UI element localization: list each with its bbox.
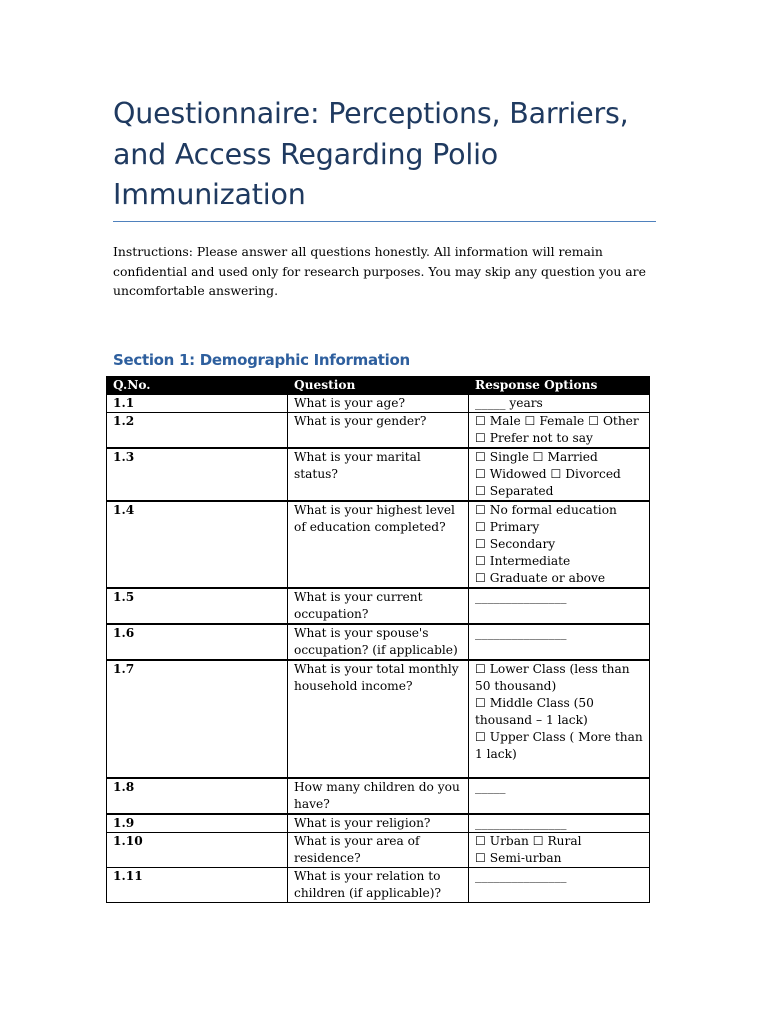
demographic-table	[106, 376, 650, 903]
row-options[interactable]	[469, 868, 650, 903]
response-option[interactable]: ☐ Urban ☐ Rural	[475, 834, 582, 848]
row-qno: 1.5	[107, 588, 288, 624]
row-question: What is your highest level of education completed?	[288, 501, 469, 588]
row-options[interactable]	[469, 448, 650, 501]
response-option[interactable]: ☐ Male ☐ Female ☐ Other	[475, 414, 639, 428]
row-options[interactable]	[469, 588, 650, 624]
table-row	[107, 660, 650, 778]
row-qno: 1.2	[107, 413, 288, 449]
header-question: Question	[288, 377, 469, 395]
row-qno: 1.9	[107, 814, 288, 833]
title-divider	[113, 221, 656, 222]
response-option[interactable]: _______________	[475, 590, 567, 604]
row-options[interactable]	[469, 833, 650, 868]
row-qno: 1.11	[107, 868, 288, 903]
response-option[interactable]: ☐ Graduate or above	[475, 571, 606, 585]
row-question: What is your gender?	[288, 413, 469, 449]
response-option[interactable]: ☐ Single ☐ Married	[475, 450, 598, 464]
response-option[interactable]: ☐ Intermediate	[475, 554, 571, 568]
row-qno: 1.7	[107, 660, 288, 778]
row-question: What is your age?	[288, 395, 469, 413]
row-options[interactable]	[469, 413, 650, 449]
row-question: What is your marital status?	[288, 448, 469, 501]
table-row	[107, 814, 650, 833]
row-qno: 1.3	[107, 448, 288, 501]
table-row	[107, 448, 650, 501]
row-question: What is your current occupation?	[288, 588, 469, 624]
document-title: Questionnaire: Perceptions, Barriers, and Access Regarding Polio Immunization	[113, 97, 629, 211]
table-row	[107, 413, 650, 449]
row-options[interactable]	[469, 814, 650, 833]
table-row	[107, 624, 650, 660]
row-options[interactable]	[469, 624, 650, 660]
row-options[interactable]	[469, 395, 650, 413]
table-row	[107, 833, 650, 868]
row-question: What is your spouse's occupation? (if applicable)	[288, 624, 469, 660]
response-option[interactable]: ☐ Primary	[475, 520, 540, 534]
table-row	[107, 395, 650, 413]
instructions-text: Instructions: Please answer all questions honestly. All information will remain confidential and used only for research purposes. You may skip any question you are uncomfortable answering.	[113, 244, 646, 298]
row-qno: 1.4	[107, 501, 288, 588]
response-option[interactable]: ☐ Upper Class ( More than 1 lack)	[475, 730, 643, 761]
row-qno: 1.1	[107, 395, 288, 413]
response-option[interactable]: _____ years	[475, 396, 543, 410]
response-option[interactable]: ☐ Middle Class (50 thousand – 1 lack)	[475, 696, 594, 727]
row-question: What is your relation to children (if applicable)?	[288, 868, 469, 903]
response-option[interactable]: ☐ Secondary	[475, 537, 556, 551]
row-options[interactable]	[469, 501, 650, 588]
response-option[interactable]: _______________	[475, 626, 567, 640]
row-options[interactable]	[469, 778, 650, 814]
response-option[interactable]: ☐ No formal education	[475, 503, 617, 517]
response-option[interactable]: _______________	[475, 869, 567, 883]
response-option[interactable]: ☐ Prefer not to say	[475, 431, 593, 445]
row-qno: 1.6	[107, 624, 288, 660]
row-question: What is your religion?	[288, 814, 469, 833]
section-1-heading: Section 1: Demographic Information	[113, 351, 410, 369]
row-question: What is your area of residence?	[288, 833, 469, 868]
table-row	[107, 868, 650, 903]
header-response-options: Response Options	[469, 377, 650, 395]
row-qno: 1.8	[107, 778, 288, 814]
table-row	[107, 501, 650, 588]
row-options[interactable]	[469, 660, 650, 778]
table-row	[107, 778, 650, 814]
response-option[interactable]: _______________	[475, 816, 567, 830]
header-qno: Q.No.	[107, 377, 288, 395]
row-question: How many children do you have?	[288, 778, 469, 814]
row-question: What is your total monthly household income?	[288, 660, 469, 778]
response-option[interactable]: _____	[475, 780, 506, 794]
row-qno: 1.10	[107, 833, 288, 868]
response-option[interactable]: ☐ Semi-urban	[475, 851, 562, 865]
table-header-row	[107, 377, 650, 395]
response-option[interactable]: ☐ Lower Class (less than 50 thousand)	[475, 662, 630, 693]
table-row	[107, 588, 650, 624]
response-option[interactable]: ☐ Separated	[475, 484, 554, 498]
response-option[interactable]: ☐ Widowed ☐ Divorced	[475, 467, 621, 481]
